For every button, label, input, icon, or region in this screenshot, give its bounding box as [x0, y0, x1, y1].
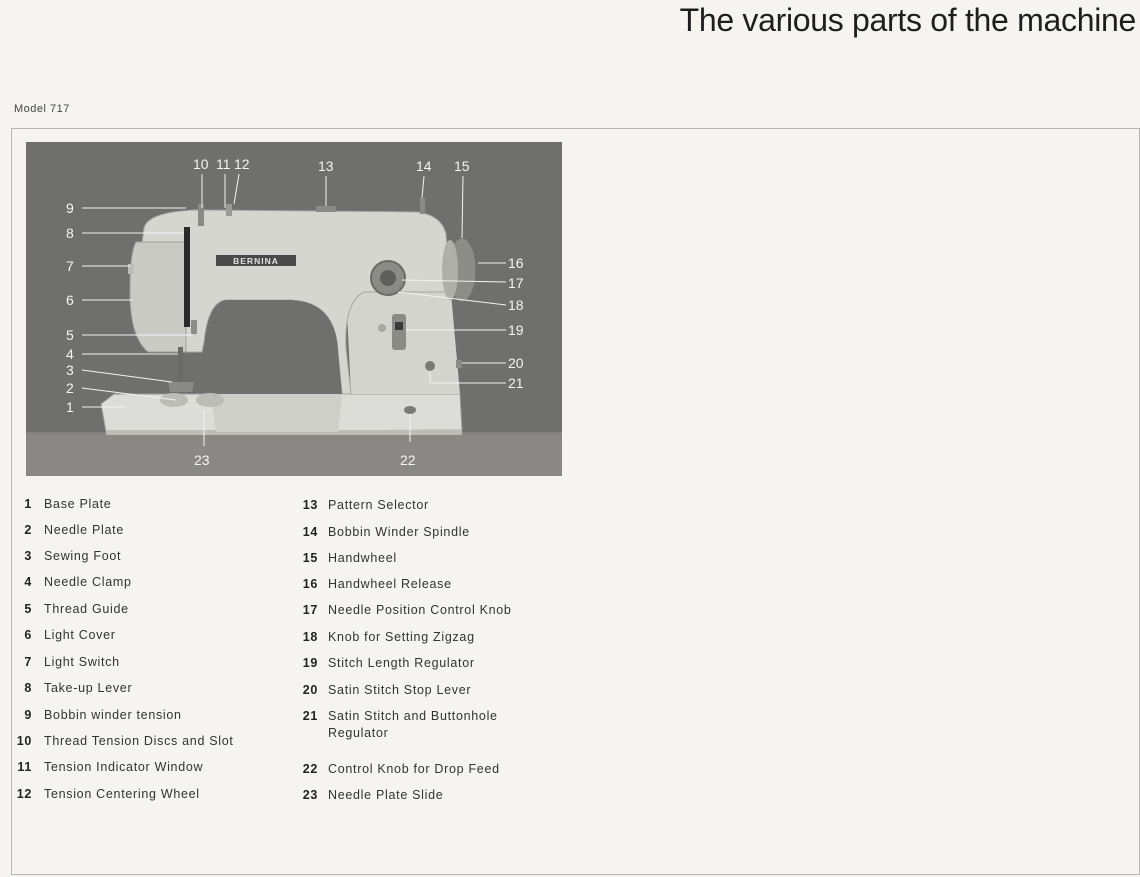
part-item-21 [302, 708, 533, 742]
callout-20: 20 [508, 355, 524, 371]
part-number: 21 [302, 709, 318, 723]
part-item-9 [14, 707, 182, 724]
part-label: Thread Guide [44, 602, 129, 616]
part-number: 20 [302, 683, 318, 697]
part-number: 5 [24, 602, 32, 616]
part-label: Handwheel Release [328, 577, 452, 591]
part-item-15 [302, 550, 397, 567]
part-label: Light Switch [44, 655, 120, 669]
callout-1: 1 [66, 399, 74, 415]
part-label: Satin Stitch Stop Lever [328, 683, 472, 697]
part-label: Bobbin winder tension [44, 708, 182, 722]
part-item-23 [302, 787, 443, 804]
callout-13: 13 [318, 158, 334, 174]
part-label: Pattern Selector [328, 498, 429, 512]
part-label: Satin Stitch and Buttonhole Regulator [328, 709, 498, 740]
part-item-11 [14, 759, 203, 776]
callout-3: 3 [66, 362, 74, 378]
part-label: Needle Clamp [44, 575, 132, 589]
part-label: Bobbin Winder Spindle [328, 525, 470, 539]
part-label: Tension Centering Wheel [44, 787, 200, 801]
part-item-5 [14, 601, 129, 618]
callout-7: 7 [66, 258, 74, 274]
part-item-12 [14, 786, 200, 803]
sewing-machine-photo [26, 142, 562, 476]
part-item-18 [302, 629, 475, 646]
part-item-1 [14, 496, 111, 513]
part-label: Needle Plate Slide [328, 788, 444, 802]
part-number: 9 [24, 708, 32, 722]
part-item-8 [14, 680, 132, 697]
part-number: 1 [24, 497, 32, 511]
part-number: 17 [302, 603, 318, 617]
callout-2: 2 [66, 380, 74, 396]
part-item-6 [14, 627, 116, 644]
callout-14: 14 [416, 158, 432, 174]
model-label: Model 717 [14, 103, 70, 115]
part-label: Stitch Length Regulator [328, 656, 475, 670]
part-item-3 [14, 548, 121, 565]
callout-10: 10 [193, 156, 209, 172]
part-number: 4 [24, 575, 32, 589]
callout-22: 22 [400, 452, 416, 468]
part-label: Needle Position Control Knob [328, 603, 512, 617]
callout-16: 16 [508, 255, 524, 271]
part-item-17 [302, 602, 512, 619]
part-item-2 [14, 522, 124, 539]
part-label: Handwheel [328, 551, 397, 565]
part-number: 15 [302, 551, 318, 565]
part-label: Sewing Foot [44, 549, 122, 563]
part-number: 16 [302, 577, 318, 591]
page-title: The various parts of the machine [679, 2, 1136, 38]
part-label: Thread Tension Discs and Slot [44, 734, 234, 748]
part-number: 10 [16, 734, 32, 748]
part-number: 3 [24, 549, 32, 563]
part-number: 12 [16, 787, 32, 801]
part-number: 8 [24, 681, 32, 695]
callout-12: 12 [234, 156, 250, 172]
callout-11: 11 [216, 156, 231, 172]
callout-17: 17 [508, 275, 524, 291]
part-number: 18 [302, 630, 318, 644]
callout-9: 9 [66, 200, 74, 216]
part-number: 7 [24, 655, 32, 669]
part-label: Base Plate [44, 497, 112, 511]
part-item-20 [302, 682, 471, 699]
callout-15: 15 [454, 158, 470, 174]
part-number: 23 [302, 788, 318, 802]
part-item-16 [302, 576, 452, 593]
part-item-14 [302, 524, 470, 541]
part-number: 19 [302, 656, 318, 670]
part-item-7 [14, 654, 120, 671]
callout-6: 6 [66, 292, 74, 308]
part-label: Knob for Setting Zigzag [328, 630, 475, 644]
callout-19: 19 [508, 322, 524, 338]
part-item-4 [14, 574, 132, 591]
part-item-22 [302, 761, 500, 778]
part-item-13 [302, 497, 429, 514]
part-item-19 [302, 655, 475, 672]
part-label: Needle Plate [44, 523, 124, 537]
callout-8: 8 [66, 225, 74, 241]
part-number: 2 [24, 523, 32, 537]
part-label: Control Knob for Drop Feed [328, 762, 500, 776]
callout-4: 4 [66, 346, 74, 362]
brand-badge: BERNINA [233, 256, 279, 266]
callout-5: 5 [66, 327, 74, 343]
part-number: 22 [302, 762, 318, 776]
callout-18: 18 [508, 297, 524, 313]
part-item-10 [14, 733, 234, 750]
part-label: Tension Indicator Window [44, 760, 204, 774]
part-label: Light Cover [44, 628, 116, 642]
part-number: 6 [24, 628, 32, 642]
part-number: 13 [302, 498, 318, 512]
callout-23: 23 [194, 452, 210, 468]
callout-21: 21 [508, 375, 524, 391]
part-number: 14 [302, 525, 318, 539]
part-label: Take-up Lever [44, 681, 133, 695]
part-number: 11 [17, 760, 32, 774]
